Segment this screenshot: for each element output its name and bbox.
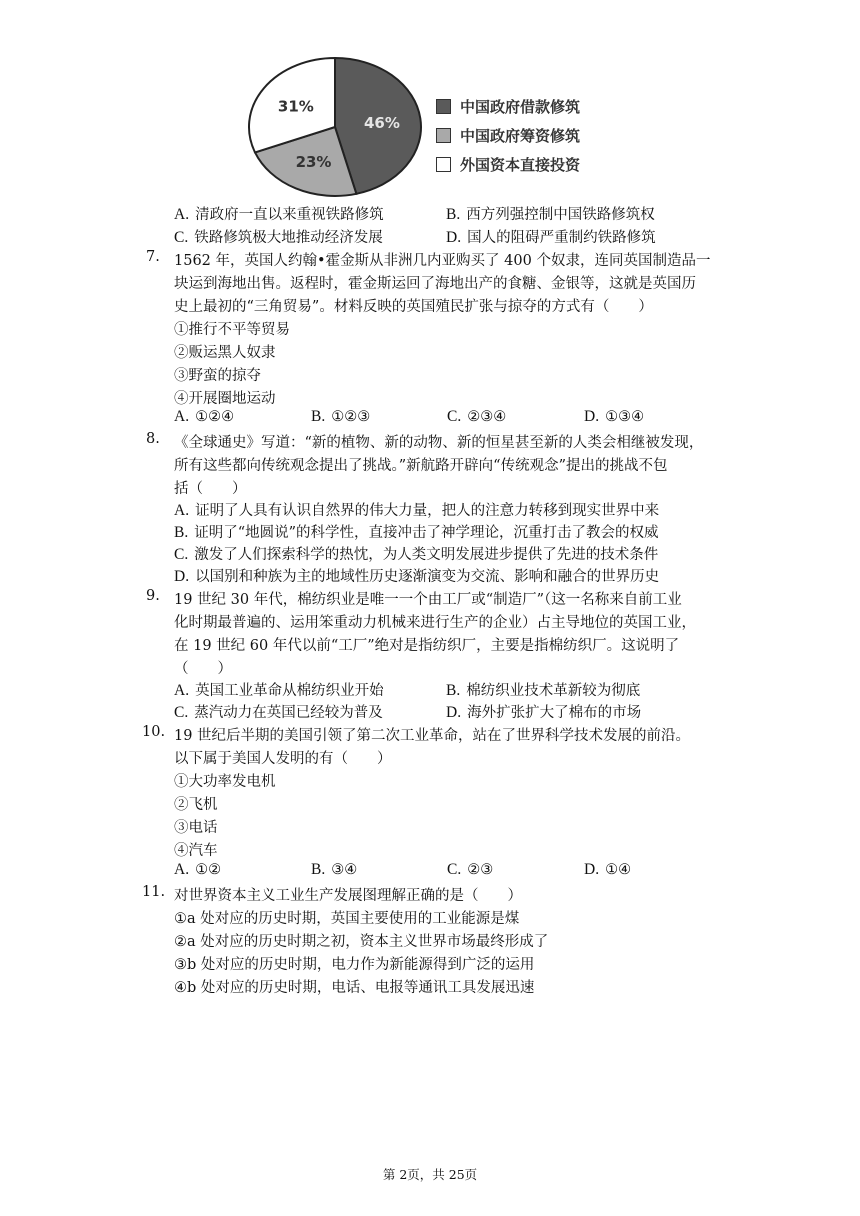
option-key: D. [446,704,462,721]
option-a[interactable] [174,499,659,520]
option-text: ①②③ [331,409,371,425]
option-b[interactable] [311,861,357,879]
legend-label: 中国政府筹资修筑 [460,127,581,145]
question-text-line: 块运到海地出售。返程时，霍金斯运回了海地出产的食糖、金银等，这就是英国历 [174,276,696,292]
question-number: 11. [142,884,166,900]
option-key: C. [174,704,189,721]
pie-slice-label: 31% [277,97,314,116]
option-text: ①③④ [605,409,645,425]
option-text: 棉纺织业技术革新较为彻底 [466,683,641,699]
statement-item: ④b 处对应的历史时期，电话、电报等通讯工具发展迅速 [174,980,535,996]
option-d[interactable] [584,408,644,426]
question-number: 7. [146,249,160,265]
legend-item [436,92,580,121]
option-a[interactable] [174,203,384,224]
option-text: 铁路修筑极大地推动经济发展 [194,230,383,246]
option-key: D. [174,568,190,585]
option-text: ③④ [331,862,358,878]
option-d[interactable] [174,565,659,586]
option-b[interactable] [311,408,370,426]
option-key: A. [174,861,190,878]
option-c[interactable] [447,408,506,426]
option-d[interactable] [446,226,656,247]
question-text-line: 所有这些都向传统观念提出了挑战。”新航路开辟向“传统观念”提出的挑战不包 [174,458,668,474]
question-text-line: 1562 年，英国人约翰•霍金斯从非洲几内亚购买了 400 个奴隶，连同英国制造品一 [174,253,711,269]
question-text-line: 《全球通史》写道：“新的植物、新的动物、新的恒星甚至新的人类会相继被发现， [174,435,704,451]
option-key: D. [584,861,600,878]
statement-item: ②a 处对应的历史时期之初，资本主义世界市场最终形成了 [174,934,549,950]
page-footer: 第 2页，共 25页 [382,1167,478,1182]
option-text: 证明了“地圆说”的科学性，直接冲击了神学理论，沉重打击了教会的权威 [194,525,659,541]
option-text: 清政府一直以来重视铁路修筑 [195,207,384,223]
statement-item: ②飞机 [174,797,218,813]
option-text: ②③ [467,862,494,878]
statement-item: ③电话 [174,820,218,836]
option-b[interactable] [446,203,655,224]
legend-item [436,150,580,179]
option-b[interactable] [446,679,640,700]
option-key: C. [447,408,462,425]
legend-item [436,121,580,150]
option-key: B. [446,682,461,699]
question-text-line: 化时期最普遍的、运用笨重动力机械来进行生产的企业）占主导地位的英国工业， [174,615,696,631]
legend-swatch [436,128,451,143]
statement-item: ③b 处对应的历史时期，电力作为新能源得到广泛的运用 [174,957,535,973]
question-text-line: 19 世纪后半期的美国引领了第二次工业革命，站在了世界科学技术发展的前沿。 [174,728,691,744]
option-text: 国人的阻碍严重制约铁路修筑 [467,230,656,246]
question-text-line: 括（ ） [174,481,247,497]
question-number: 10. [142,724,166,740]
option-text: ①④ [605,862,632,878]
option-text: 蒸汽动力在英国已经较为普及 [194,705,383,721]
option-text: 激发了人们探索科学的热忱，为人类文明发展进步提供了先进的技术条件 [194,547,659,563]
option-c[interactable] [174,543,658,564]
option-text: 海外扩张扩大了棉布的市场 [467,705,642,721]
statement-item: ①推行不平等贸易 [174,322,290,338]
option-text: 以国别和种族为主的地域性历史逐渐演变为交流、影响和融合的世界历史 [195,569,660,585]
pie-chart [240,54,620,200]
option-text: 证明了人具有认识自然界的伟大力量，把人的注意力转移到现实世界中来 [195,503,660,519]
statement-item: ①大功率发电机 [174,774,276,790]
option-b[interactable] [174,521,659,542]
option-text: ①② [195,862,222,878]
question-number: 8. [146,431,160,447]
option-a[interactable] [174,408,234,426]
option-text: ②③④ [467,409,507,425]
option-a[interactable] [174,861,221,879]
option-key: A. [174,408,190,425]
legend-label: 中国政府借款修筑 [460,98,581,116]
option-text: ①②④ [195,409,235,425]
question-text-line: 以下属于美国人发明的有（ ） [174,751,392,767]
option-key: A. [174,206,190,223]
statement-item: ③野蛮的掠夺 [174,368,261,384]
option-text: 英国工业革命从棉纺织业开始 [195,683,384,699]
option-key: B. [174,524,189,541]
question-number: 9. [146,588,160,604]
option-c[interactable] [447,861,493,879]
option-key: D. [446,229,462,246]
option-key: C. [174,546,189,563]
statement-item: ①a 处对应的历史时期，英国主要使用的工业能源是煤 [174,911,520,927]
statement-item: ④开展圈地运动 [174,391,276,407]
chart-legend [436,92,580,179]
option-key: D. [584,408,600,425]
option-key: A. [174,502,190,519]
pie-slice-label: 46% [363,114,400,133]
question-text-line: 对世界资本主义工业生产发展图理解正确的是（ ） [174,888,522,904]
option-key: B. [446,206,461,223]
option-key: A. [174,682,190,699]
legend-swatch [436,99,451,114]
option-key: C. [447,861,462,878]
legend-label: 外国资本直接投资 [460,156,581,174]
pie-chart-svg [240,54,430,200]
option-c[interactable] [174,226,383,247]
question-text-line: （ ） [174,661,232,677]
statement-item: ④汽车 [174,843,218,859]
option-d[interactable] [584,861,631,879]
pie-slice-label: 23% [295,152,332,171]
option-key: B. [311,861,326,878]
legend-swatch [436,157,451,172]
option-c[interactable] [174,701,383,722]
option-text: 西方列强控制中国铁路修筑权 [466,207,655,223]
question-text-line: 19 世纪 30 年代，棉纺织业是唯一一个由工厂或“制造厂”（这一名称来自前工业 [174,592,682,608]
option-d[interactable] [446,701,641,722]
option-key: B. [311,408,326,425]
statement-item: ②贩运黑人奴隶 [174,345,276,361]
option-a[interactable] [174,679,384,700]
option-key: C. [174,229,189,246]
question-text-line: 史上最初的“三角贸易”。材料反映的英国殖民扩张与掠夺的方式有（ ） [174,299,653,315]
question-text-line: 在 19 世纪 60 年代以前“工厂”绝对是指纺织厂，主要是指棉纺织厂。这说明了 [174,638,680,654]
